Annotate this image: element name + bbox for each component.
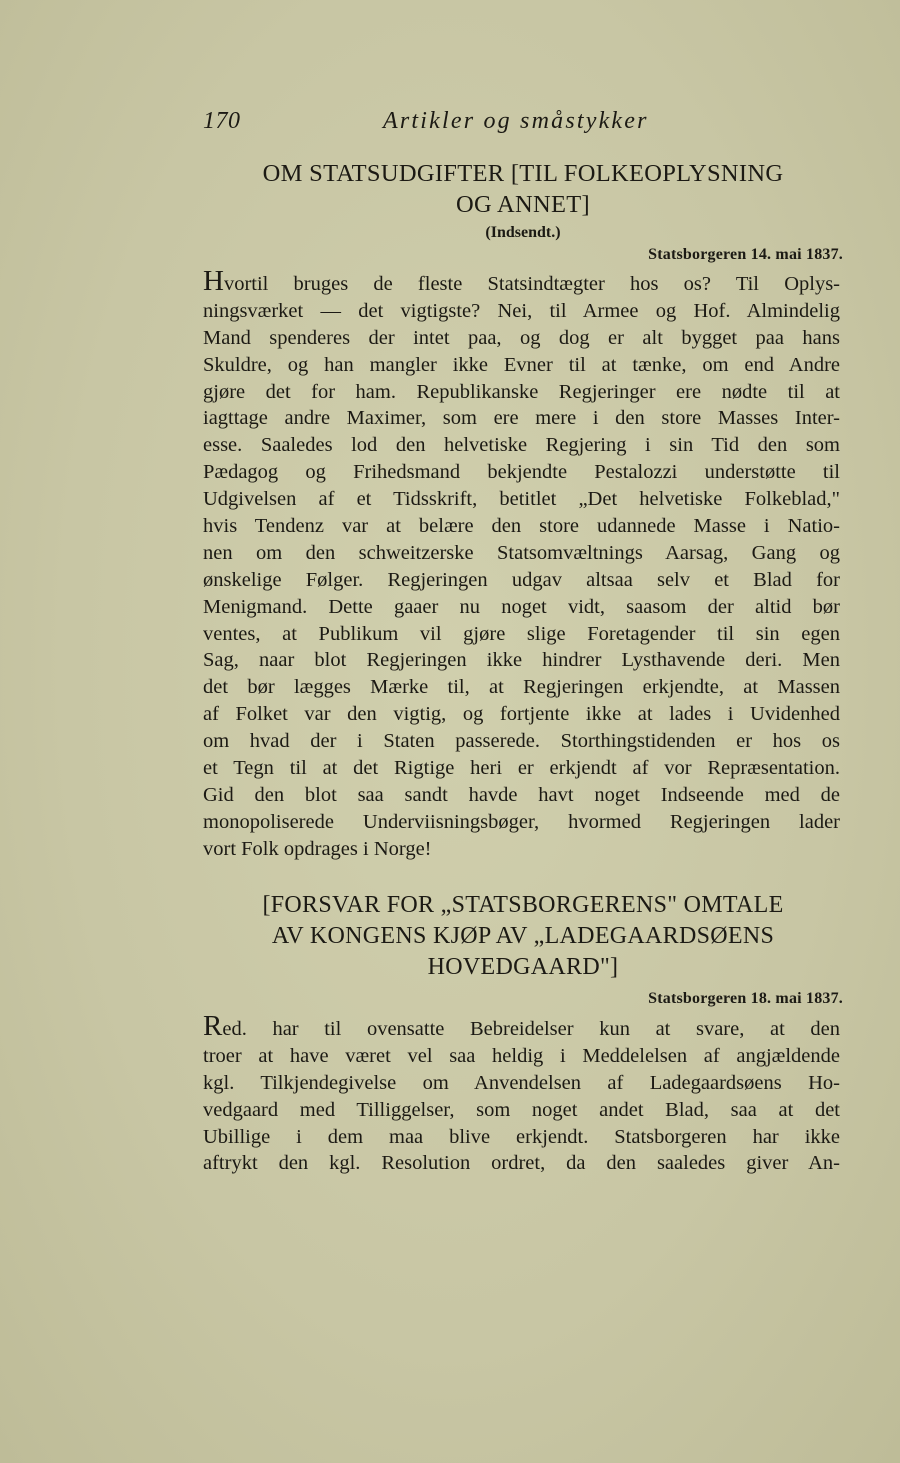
- article-1-line: [203, 271, 840, 298]
- article-1-line: monopoliserede Underviisningsbøger, hvormed Regjeringen lader: [203, 810, 840, 833]
- article-1-line: gjøre det for ham. Republikanske Regjeringer ere nødte til at: [203, 380, 840, 403]
- article-2-line: vedgaard med Tilliggelser, som noget andet Blad, saa at det: [203, 1098, 840, 1121]
- article-1-heading-line-1: OM STATSUDGIFTER [TIL FOLKEOPLYSNING: [262, 160, 784, 187]
- article-2-drop-letter: R: [203, 1016, 223, 1042]
- page-number: 170: [203, 108, 241, 134]
- article-2-heading: [203, 890, 843, 983]
- article-2-line-text: ed. har til ovensatte Bebreidelser kun at svare, at den: [222, 1018, 840, 1040]
- article-1-heading: [203, 158, 843, 220]
- article-1-line: nen om den schweitzerske Statsomvæltnings Aarsag, Gang og: [203, 541, 840, 564]
- article-1-line: et Tegn til at det Rigtige heri er erkjendt af vor Repræsentation.: [203, 757, 840, 780]
- article-2-line: aftrykt den kgl. Resolution ordret, da den saaledes giver An-: [203, 1152, 840, 1175]
- article-1-line: ønskelige Følger. Regjeringen udgav altsaa selv et Blad for: [203, 568, 840, 591]
- article-2-heading-line-3: HOVEDGAARD"]: [427, 954, 619, 980]
- article-1-line: iagttage andre Maximer, som ere mere i den store Masses Inter-: [203, 407, 840, 430]
- article-1-body: [203, 271, 840, 863]
- article-2-line: Ubillige i dem maa blive erkjendt. Statsborgeren har ikke: [203, 1125, 840, 1148]
- article-2-body: [203, 1016, 840, 1177]
- article-1-line: Mand spenderes der intet paa, og dog er alt bygget paa hans: [203, 326, 840, 349]
- running-head: [203, 108, 843, 142]
- article-2-source: Statsborgeren 18. mai 1837.: [648, 990, 843, 1007]
- article-1-line: det bør lægges Mærke til, at Regjeringen erkjendte, at Massen: [203, 676, 840, 699]
- article-2-line: troer at have været vel saa heldig i Meddelelsen af angjældende: [203, 1044, 840, 1067]
- article-2-heading-line-2: AV KONGENS KJØP AV „LADEGAARDSØENS: [271, 923, 775, 949]
- article-1-line: Gid den blot saa sandt havde havt noget Indseende med de: [203, 783, 840, 806]
- article-1-line: esse. Saaledes lod den helvetiske Regjering i sin Tid den som: [203, 434, 840, 457]
- article-1-line: Udgivelsen af et Tidsskrift, betitlet „Det helvetiske Folkeblad,": [203, 488, 840, 511]
- article-1-heading-line-2: OG ANNET]: [455, 191, 591, 218]
- article-1-line: vort Folk opdrages i Norge!: [203, 837, 432, 860]
- article-1-source: Statsborgeren 14. mai 1837.: [648, 246, 843, 263]
- article-1-line: ningsværket — det vigtigste? Nei, til Armee og Hof. Almindelig: [203, 299, 840, 322]
- article-1-line: hvis Tendenz var at belære den store udannede Masse i Natio-: [203, 515, 840, 538]
- article-1-line: Skuldre, og han mangler ikke Evner til at tænke, om end Andre: [203, 353, 840, 376]
- article-1-line: Menigmand. Dette gaaer nu noget vidt, saasom der altid bør: [203, 595, 840, 618]
- article-1-drop-letter: H: [203, 271, 224, 297]
- article-1-line: ventes, at Publikum vil gjøre slige Foretagender til sin egen: [203, 622, 840, 645]
- article-2-line: [203, 1016, 840, 1043]
- article-2-heading-line-1: [FORSVAR FOR „STATSBORGERENS" OMTALE: [262, 892, 784, 918]
- running-title: Artikler og småstykker: [383, 108, 649, 134]
- article-1-line: om hvad der i Staten passerede. Storthingstidenden er hos os: [203, 730, 840, 753]
- article-1-line: Sag, naar blot Regjeringen ikke hindrer Lysthavende deri. Men: [203, 649, 840, 672]
- article-1-subnote: (Indsendt.): [485, 224, 561, 241]
- article-2-line: kgl. Tilkjendegivelse om Anvendelsen af Ladegaardsøens Ho-: [203, 1071, 840, 1094]
- article-1-line: Pædagog og Frihedsmand bekjendte Pestalozzi understøtte til: [203, 461, 840, 484]
- article-1-line-text: vortil bruges de fleste Statsindtægter hos os? Til Oplys-: [223, 273, 840, 295]
- article-1-line: af Folket var den vigtig, og fortjente ikke at lades i Uvidenhed: [203, 703, 840, 726]
